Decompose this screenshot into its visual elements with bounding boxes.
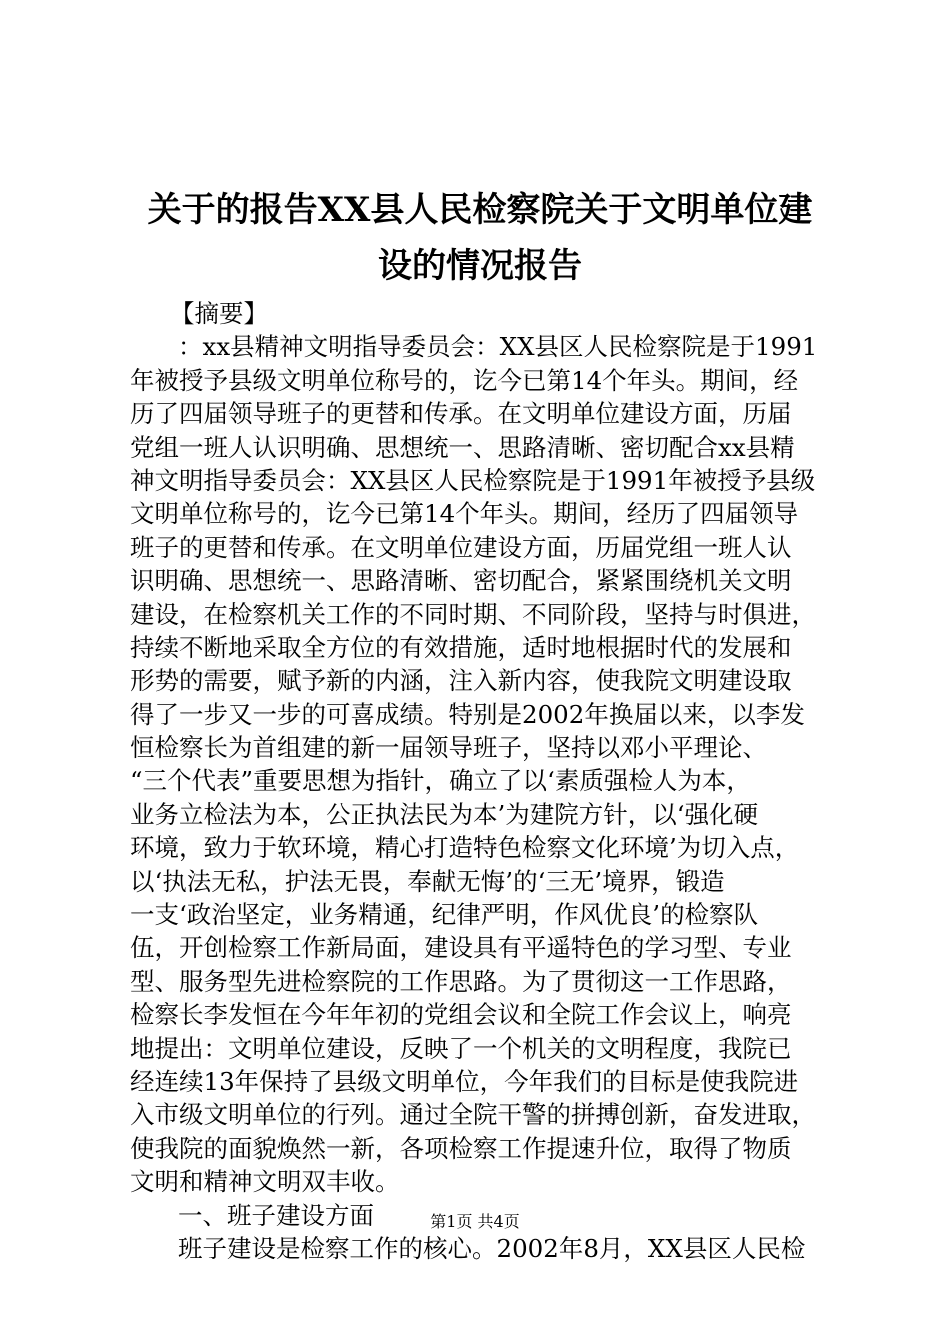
body-line: 党组一班人认识明确、思想统一、思路清晰、密切配合xx县精 xyxy=(130,432,795,462)
body-line: 检察长李发恒在今年年初的党组会议和全院工作会议上，响亮 xyxy=(130,1000,792,1030)
body-line: 识明确、思想统一、思路清晰、密切配合，紧紧围绕机关文明 xyxy=(130,566,792,596)
body-line: 伍，开创检察工作新局面，建设具有平遥特色的学习型、专业 xyxy=(130,933,792,963)
body-line: 地提出：文明单位建设，反映了一个机关的文明程度，我院已 xyxy=(130,1033,792,1063)
body-line: 神文明指导委员会：XX县区人民检察院是于1991年被授予县级 xyxy=(130,465,816,495)
document-body xyxy=(130,297,842,1265)
body-line: 年被授予县级文明单位称号的，讫今已第14个年头。期间，经 xyxy=(130,365,799,395)
body-line: 得了一步又一步的可喜成绩。特别是2002年换届以来，以李发 xyxy=(130,699,805,729)
body-line: 班子的更替和传承。在文明单位建设方面，历届党组一班人认 xyxy=(130,532,792,562)
abstract-label: 【摘要】 xyxy=(170,299,268,328)
body-line: 经连续13年保持了县级文明单位，今年我们的目标是使我院进 xyxy=(130,1066,799,1096)
title-line-2: 设的情况报告 xyxy=(378,246,582,286)
body-line: 持续不断地采取全方位的有效措施，适时地根据时代的发展和 xyxy=(130,632,792,662)
body-line: 恒检察长为首组建的新一届领导班子，坚持以邓小平理论、 xyxy=(130,733,767,763)
body-line: 文明和精神文明双丰收。 xyxy=(130,1167,400,1197)
body-line: 业务立检法为本，公正执法民为本’为建院方针，以‘强化硬 xyxy=(130,799,759,829)
body-line: 型、服务型先进检察院的工作思路。为了贯彻这一工作思路， xyxy=(130,966,792,996)
body-line: 入市级文明单位的行列。通过全院干警的拼搏创新，奋发进取， xyxy=(130,1100,816,1130)
body-line: 建设，在检察机关工作的不同时期、不同阶段，坚持与时俱进， xyxy=(130,599,816,629)
section-paragraph-line: 班子建设是检察工作的核心。2002年8月，XX县区人民检 xyxy=(178,1233,806,1263)
abstract-paragraph xyxy=(130,330,842,1198)
body-line: 形势的需要，赋予新的内涵，注入新内容，使我院文明建设取 xyxy=(130,666,792,696)
body-line: “三个代表”重要思想为指针，确立了以‘素质强检人为本， xyxy=(130,766,751,796)
body-line: 环境，致力于软环境，精心打造特色检察文化环境’为切入点， xyxy=(130,833,800,863)
document-title xyxy=(130,182,830,294)
section-heading: 一、班子建设方面 xyxy=(178,1200,374,1230)
title-line-1: 关于的报告XX县人民检察院关于文明单位建 xyxy=(147,190,813,230)
body-line: 以‘执法无私，护法无畏，奉献无悔’的‘三无’境界，锻造 xyxy=(130,866,725,896)
body-line: 使我院的面貌焕然一新，各项检察工作提速升位，取得了物质 xyxy=(130,1133,792,1163)
body-line: ：xx县精神文明指导委员会：XX县区人民检察院是于1991 xyxy=(178,332,818,362)
body-line: 历了四届领导班子的更替和传承。在文明单位建设方面，历届 xyxy=(130,399,792,429)
body-line: 文明单位称号的，讫今已第14个年头。期间，经历了四届领导 xyxy=(130,499,799,529)
page-number-footer: 第1页 共4页 xyxy=(430,1212,520,1231)
body-line: 一支‘政治坚定，业务精通，纪律严明，作风优良’的检察队 xyxy=(130,900,759,930)
